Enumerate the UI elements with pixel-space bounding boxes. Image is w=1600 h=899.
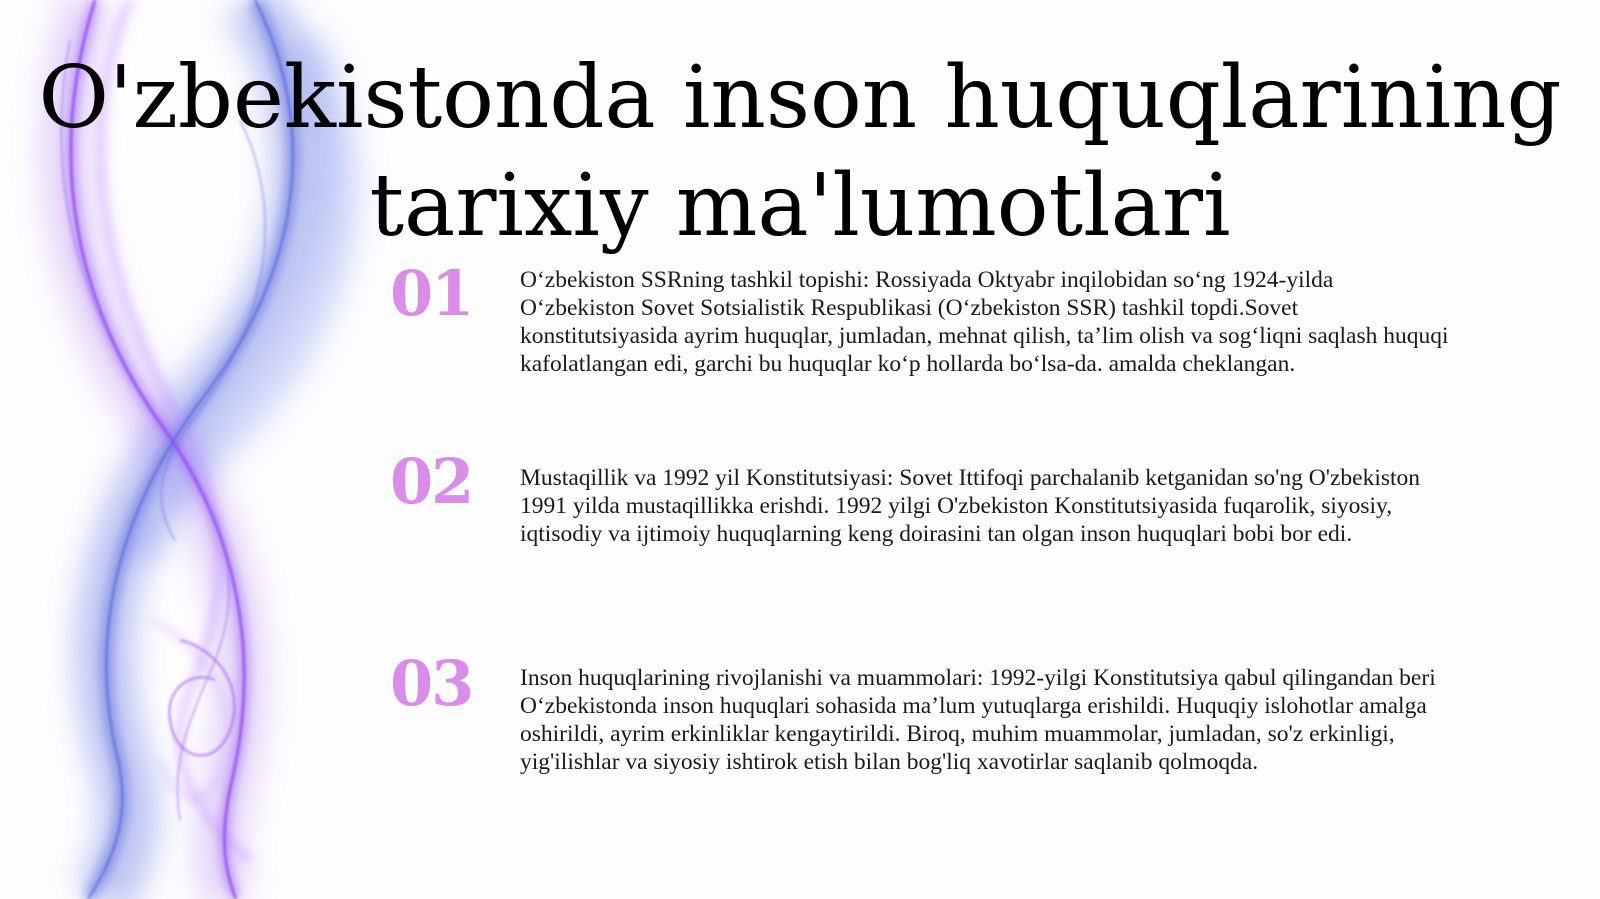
item-text: Mustaqillik va 1992 yil Konstitutsiyasi: Sovet Ittifoqi parchalanib ketganidan so'ng O'zbekiston 1991 yilda mustaqillikka erishdi. 1992 yilgi O'zbekiston Konstitutsiyasida fuqarolik, siyosiy, iqtisodiy va ijtimoiy huquqlarning keng doirasini tan olgan inson huquqlari bobi bor edi.: [520, 465, 1421, 547]
item-number: 02: [390, 445, 473, 518]
item-text: O‘zbekiston SSRning tashkil topishi: Rossiyada Oktyabr inqilobidan so‘ng 1924-yilda O‘zbekiston Sovet Sotsialistik Respublikasi (O‘zbekiston SSR) tashkil topdi.Sovet konstitutsiyasida ayrim huquqlar, jumladan, mehnat qilish, ta’lim olish va sog‘liqni saqlash huquqi kafolatlangan edi, garchi bu huquqlar ko‘p hollarda bo‘lsa-da. amalda cheklangan.: [520, 267, 1449, 377]
item-number: 01: [390, 257, 473, 330]
item-number: 03: [390, 647, 473, 720]
slide-title: O'zbekistonda inson huquqlarining tarixiy ma'lumotlari: [38, 48, 1562, 256]
item-text: Inson huquqlarining rivojlanishi va muammolari: 1992-yilgi Konstitutsiya qabul qilingandan beri O‘zbekistonda inson huquqlari sohasida ma’lum yutuqlarga erishildi. Huquqiy islohotlar amalga oshirildi, ayrim erkinliklar kengaytirildi. Biroq, muhim muammolar, jumladan, so'z erkinligi, yig'ilishlar va siyosiy ishtirok etish bilan bog'liq xavotirlar saqlanib qolmoqda.: [520, 665, 1436, 775]
